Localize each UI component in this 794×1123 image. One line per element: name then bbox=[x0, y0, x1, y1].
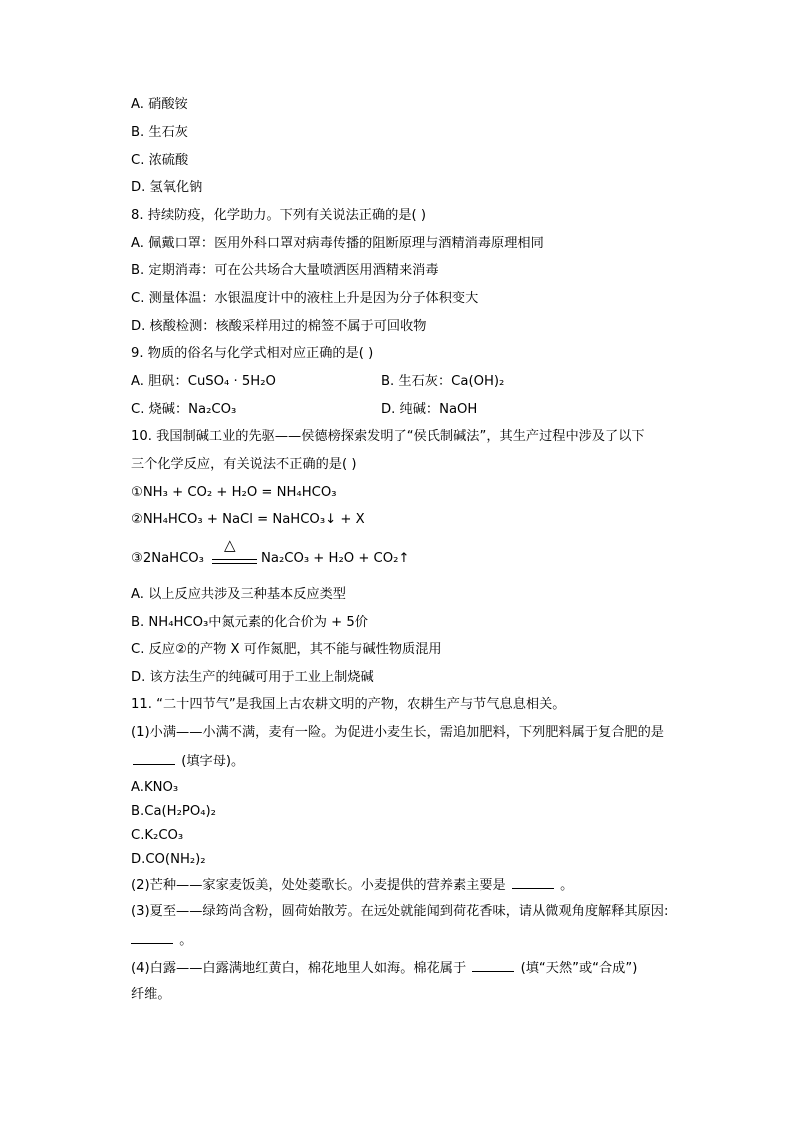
q8-option-c: C. 测量体温：水银温度计中的液柱上升是因为分子体积变大 bbox=[131, 291, 479, 306]
reaction-arrow-line-top bbox=[212, 559, 257, 560]
q10-equation-3-products: Na₂CO₃ + H₂O + CO₂↑ bbox=[261, 551, 410, 566]
answer-blank[interactable] bbox=[131, 931, 173, 944]
q7-option-d: D. 氢氧化钠 bbox=[131, 180, 203, 195]
answer-blank[interactable] bbox=[472, 959, 514, 972]
q11-part4-tail: (填“天然”或“合成”) bbox=[520, 961, 638, 976]
q7-option-a: A. 硝酸铵 bbox=[131, 97, 188, 112]
q11-part4-line1 bbox=[131, 959, 637, 978]
q11-part1-option-c: C.K₂CO₃ bbox=[131, 828, 184, 843]
answer-blank[interactable] bbox=[512, 876, 554, 889]
q11-part1-line2 bbox=[131, 752, 244, 771]
q11-part2-text: (2)芒种——家家麦饭美，处处菱歌长。小麦提供的营养素主要是 bbox=[131, 878, 506, 893]
q11-part4-line2: 纤维。 bbox=[131, 987, 171, 1002]
q11-part3-line2 bbox=[131, 931, 192, 950]
q11-part1-option-a: A.KNO₃ bbox=[131, 780, 179, 795]
q9-row-1 bbox=[131, 373, 505, 391]
q10-equation-1: ①NH₃ + CO₂ + H₂O = NH₄HCO₃ bbox=[131, 485, 337, 500]
q11-part2-tail: 。 bbox=[560, 878, 574, 893]
q9-option-d: D. 纯碱：NaOH bbox=[381, 402, 478, 417]
q10-stem-line1: 10. 我国制碱工业的先驱——侯德榜探索发明了“侯氏制碱法”，其生产过程中涉及了以下 bbox=[131, 429, 645, 444]
answer-blank[interactable] bbox=[133, 752, 175, 765]
heat-condition-symbol: △ bbox=[224, 536, 236, 554]
q11-part3-tail: 。 bbox=[179, 933, 193, 948]
q11-part3-line1: (3)夏至——绿筠尚含粉，圆荷始散芳。在远处就能闻到荷花香味，请从微观角度解释其原因: bbox=[131, 904, 669, 919]
q9-row-2 bbox=[131, 401, 478, 419]
q11-part1-tail: (填字母)。 bbox=[181, 754, 245, 769]
q8-option-b: B. 定期消毒：可在公共场合大量喷洒医用酒精来消毒 bbox=[131, 263, 439, 278]
q9-option-a: A. 胆矾：CuSO₄ · 5H₂O bbox=[131, 374, 276, 389]
q7-option-c: C. 浓硫酸 bbox=[131, 153, 189, 168]
q11-part2 bbox=[131, 876, 573, 895]
q11-part1-option-d: D.CO(NH₂)₂ bbox=[131, 852, 206, 867]
q11-part1-line1: (1)小满——小满不满，麦有一险。为促进小麦生长，需追加肥料，下列肥料属于复合肥的是 bbox=[131, 725, 664, 740]
q10-equation-3-reactants: ③2NaHCO₃ bbox=[131, 551, 204, 566]
q10-stem-line2: 三个化学反应，有关说法不正确的是( ) bbox=[131, 457, 357, 472]
q11-part4-text: (4)白露——白露满地红黄白，棉花地里人如海。棉花属于 bbox=[131, 961, 467, 976]
q8-option-d: D. 核酸检测：核酸采样用过的棉签不属于可回收物 bbox=[131, 319, 427, 334]
q9-option-c: C. 烧碱：Na₂CO₃ bbox=[131, 402, 237, 417]
q8-stem: 8. 持续防疫，化学助力。下列有关说法正确的是( ) bbox=[131, 208, 427, 223]
q11-stem: 11. “二十四节气”是我国上古农耕文明的产物，农耕生产与节气息息相关。 bbox=[131, 697, 566, 712]
q10-option-c: C. 反应②的产物 X 可作氮肥，其不能与碱性物质混用 bbox=[131, 642, 442, 657]
q10-option-b: B. NH₄HCO₃中氮元素的化合价为 + 5价 bbox=[131, 615, 368, 630]
q10-equation-2: ②NH₄HCO₃ + NaCl = NaHCO₃↓ + X bbox=[131, 512, 365, 527]
q8-option-a: A. 佩戴口罩：医用外科口罩对病毒传播的阻断原理与酒精消毒原理相同 bbox=[131, 236, 544, 251]
q7-option-b: B. 生石灰 bbox=[131, 125, 188, 140]
q10-option-a: A. 以上反应共涉及三种基本反应类型 bbox=[131, 587, 346, 602]
q9-stem: 9. 物质的俗名与化学式相对应正确的是( ) bbox=[131, 346, 374, 361]
q10-option-d: D. 该方法生产的纯碱可用于工业上制烧碱 bbox=[131, 670, 374, 685]
q10-equation-3 bbox=[131, 536, 431, 572]
q11-part1-option-b: B.Ca(H₂PO₄)₂ bbox=[131, 804, 216, 819]
q9-option-b: B. 生石灰：Ca(OH)₂ bbox=[381, 374, 505, 389]
reaction-arrow-line-bottom bbox=[212, 563, 257, 564]
